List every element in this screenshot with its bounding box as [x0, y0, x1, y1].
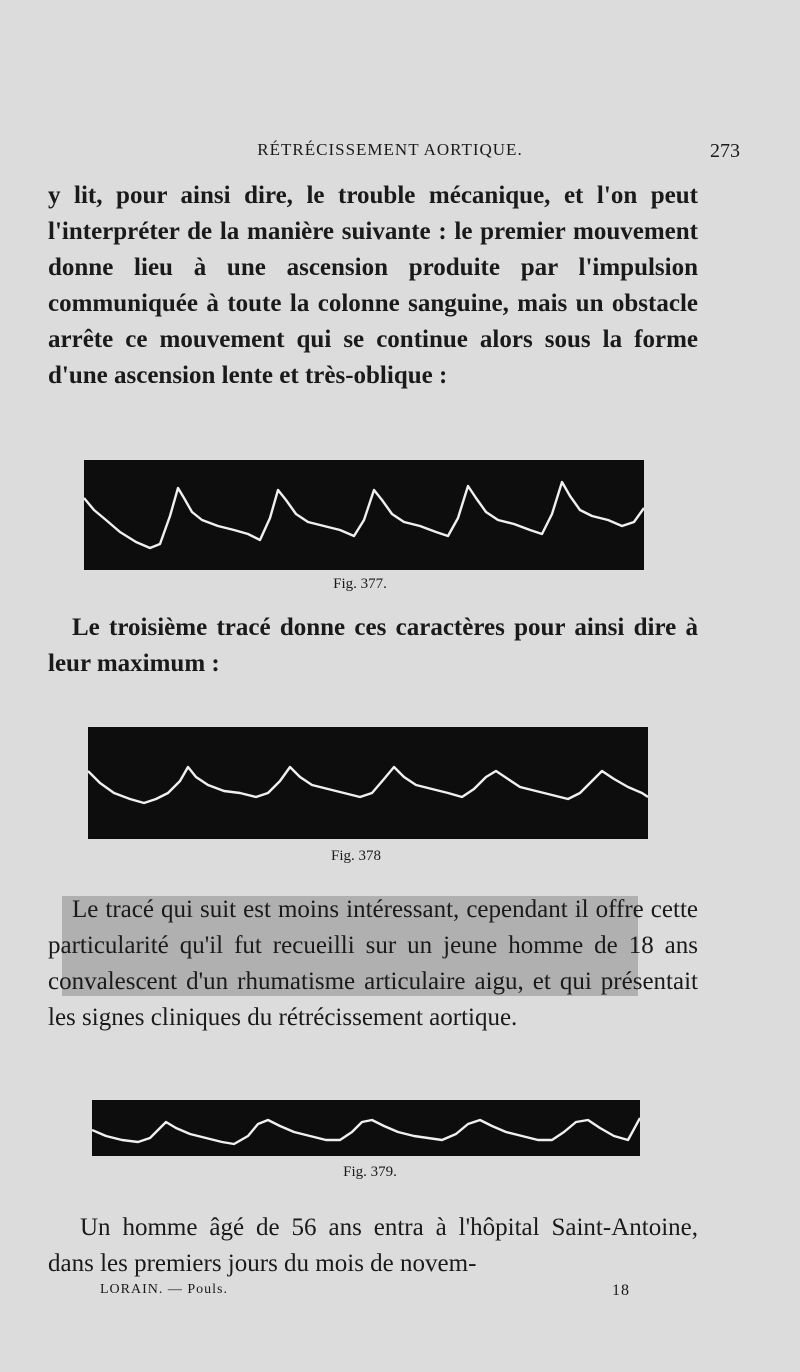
running-title: RÉTRÉCISSEMENT AORTIQUE.	[257, 140, 523, 159]
paragraph-2: Le troisième tracé donne ces caractères pour ainsi dire à leur maximum :	[48, 614, 698, 677]
figure-377-sphygmogram	[84, 460, 644, 570]
paragraph-1: y lit, pour ainsi dire, le trouble mécanique, et l'on peut l'interpréter de la manière suivante : le premier mouvement donne lieu à une ascension produite par l'impulsion communiquée à toute la colonne sanguine, mais un obstacle arrête ce mouvement qui se continue alors sous la forme d'une ascension lente et très-oblique :	[48, 182, 698, 389]
footer-signature: LORAIN. — Pouls.	[100, 1282, 229, 1297]
figure-379-sphygmogram	[92, 1100, 640, 1156]
pulse-trace-378	[88, 727, 648, 839]
figure-379-caption: Fig. 379.	[343, 1164, 397, 1180]
paragraph-3: Le tracé qui suit est moins intéressant, cependant il offre cette particularité qu'il fut recueilli sur un jeune homme de 18 ans convalescent d'un rhumatisme articulaire aigu, et qui présentait les signes cliniques du rétrécissement aortique.	[48, 896, 698, 1031]
page-number: 273	[710, 140, 740, 162]
running-head	[40, 140, 740, 170]
page-footer	[100, 1282, 630, 1306]
figure-378-caption: Fig. 378	[330, 848, 381, 864]
pulse-trace-377	[84, 460, 644, 570]
figure-377-caption: Fig. 377.	[333, 576, 387, 592]
paragraph-4: Un homme âgé de 56 ans entra à l'hôpital Saint-Antoine, dans les premiers jours du mois de novem-	[48, 1214, 698, 1277]
pulse-trace-379	[92, 1100, 640, 1156]
signature-number: 18	[612, 1282, 630, 1299]
figure-378-sphygmogram	[88, 727, 648, 839]
